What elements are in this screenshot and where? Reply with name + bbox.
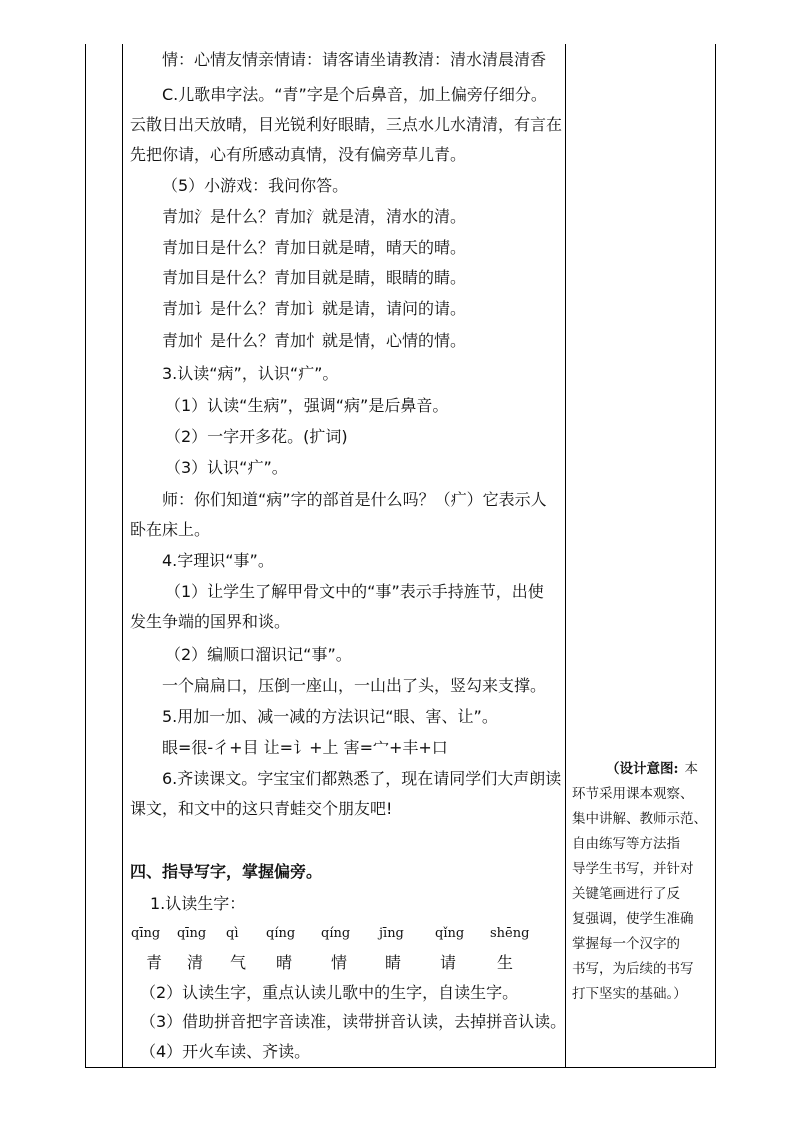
section-heading: 四、指导写字，掌握偏旁。 bbox=[130, 862, 323, 881]
text-line: 情：心情友情亲情请：请客请坐请教清：清水清晨清香 bbox=[162, 50, 547, 69]
text-line: 卧在床上。 bbox=[130, 520, 211, 539]
note-line: 复强调，使学生准确 bbox=[572, 911, 694, 927]
pinyin: jīng bbox=[379, 926, 404, 941]
character: 请 bbox=[440, 953, 457, 972]
note-line: 打下坚实的基础。） bbox=[572, 986, 687, 1002]
table-border-left bbox=[85, 44, 86, 1068]
pinyin: qīng bbox=[177, 926, 207, 941]
note-text: 本 bbox=[684, 761, 698, 777]
pinyin: shēng bbox=[490, 926, 530, 941]
note-line: 自由练写等方法指 bbox=[572, 836, 680, 852]
text-line: 云散日出天放晴，目光锐利好眼睛，三点水儿水清清，有言在 bbox=[130, 115, 563, 134]
note-line: 集中讲解、教师示范、 bbox=[572, 811, 707, 827]
note-line: 导学生书写，并针对 bbox=[572, 861, 694, 877]
table-border-bottom bbox=[85, 1067, 716, 1068]
text-line: 先把你请，心有所感动真情，没有偏旁草儿青。 bbox=[130, 145, 467, 164]
text-line: （1）认读“生病”，强调“病”是后鼻音。 bbox=[165, 396, 449, 415]
text-line: 眼=很-彳+目 让=讠+上 害=宀+丰+口 bbox=[162, 738, 448, 757]
pinyin: qì bbox=[226, 926, 239, 941]
character: 青 bbox=[146, 953, 163, 972]
text-line: 1.认读生字： bbox=[150, 894, 246, 913]
table-border-right bbox=[715, 44, 716, 1068]
character: 晴 bbox=[276, 953, 293, 972]
pinyin: qǐng bbox=[435, 926, 465, 941]
text-line: （3）认识“疒”。 bbox=[165, 458, 288, 477]
text-line: （1）让学生了解甲骨文中的“事”表示手持旌节，出使 bbox=[165, 582, 544, 601]
note-line bbox=[606, 760, 698, 778]
text-line: 青加忄是什么？青加忄就是情，心情的情。 bbox=[162, 331, 467, 350]
character: 生 bbox=[497, 953, 514, 972]
text-line: 6.齐读课文。字宝宝们都熟悉了，现在请同学们大声朗读 bbox=[162, 769, 562, 788]
note-line: 书写，为后续的书写 bbox=[572, 961, 694, 977]
character: 清 bbox=[187, 953, 204, 972]
text-line: 青加讠是什么？青加讠就是请，请问的请。 bbox=[162, 299, 467, 318]
text-line: 一个扁扁口，压倒一座山，一山出了头，竖勾来支撑。 bbox=[162, 676, 547, 695]
text-line: 青加目是什么？青加目就是睛，眼睛的睛。 bbox=[162, 268, 467, 287]
text-line: 师：你们知道“病”字的部首是什么吗？（疒）它表示人 bbox=[162, 490, 547, 509]
text-line: 青加日是什么？青加日就是晴，晴天的晴。 bbox=[162, 238, 467, 257]
note-line: 环节采用课本观察、 bbox=[572, 786, 694, 802]
character: 睛 bbox=[385, 953, 402, 972]
text-line: （2）认读生字，重点认读儿歌中的生字，自读生字。 bbox=[140, 983, 519, 1002]
text-line: （3）借助拼音把字音读准，读带拼音认读，去掉拼音认读。 bbox=[140, 1012, 567, 1031]
text-line: C.儿歌串字法。“青”字是个后鼻音，加上偏旁仔细分。 bbox=[162, 85, 547, 104]
text-line: （2）一字开多花。(扩词) bbox=[165, 427, 348, 446]
text-line: 发生争端的国界和谈。 bbox=[130, 612, 291, 631]
text-line: 4.字理识“事”。 bbox=[162, 551, 274, 570]
text-line: （5）小游戏：我问你答。 bbox=[162, 176, 349, 195]
character: 情 bbox=[331, 953, 348, 972]
text-line: 课文，和文中的这只青蛙交个朋友吧! bbox=[130, 799, 393, 818]
design-intent-label: （设计意图: bbox=[606, 761, 679, 777]
note-line: 关键笔画进行了反 bbox=[572, 886, 680, 902]
note-line: 掌握每一个汉字的 bbox=[572, 936, 680, 952]
text-line: 3.认读“病”，认识“疒”。 bbox=[162, 364, 339, 383]
text-line: 5.用加一加、减一减的方法识记“眼、害、让”。 bbox=[162, 707, 498, 726]
pinyin: qīng bbox=[131, 926, 161, 941]
table-divider-2 bbox=[565, 44, 566, 1068]
character: 气 bbox=[230, 953, 247, 972]
pinyin: qíng bbox=[266, 926, 296, 941]
text-line: （4）开火车读、齐读。 bbox=[140, 1042, 311, 1061]
pinyin: qíng bbox=[321, 926, 351, 941]
table-divider-1 bbox=[122, 44, 123, 1068]
text-line: （2）编顺口溜识记“事”。 bbox=[165, 645, 352, 664]
text-line: 青加氵是什么？青加氵就是清，清水的清。 bbox=[162, 207, 467, 226]
